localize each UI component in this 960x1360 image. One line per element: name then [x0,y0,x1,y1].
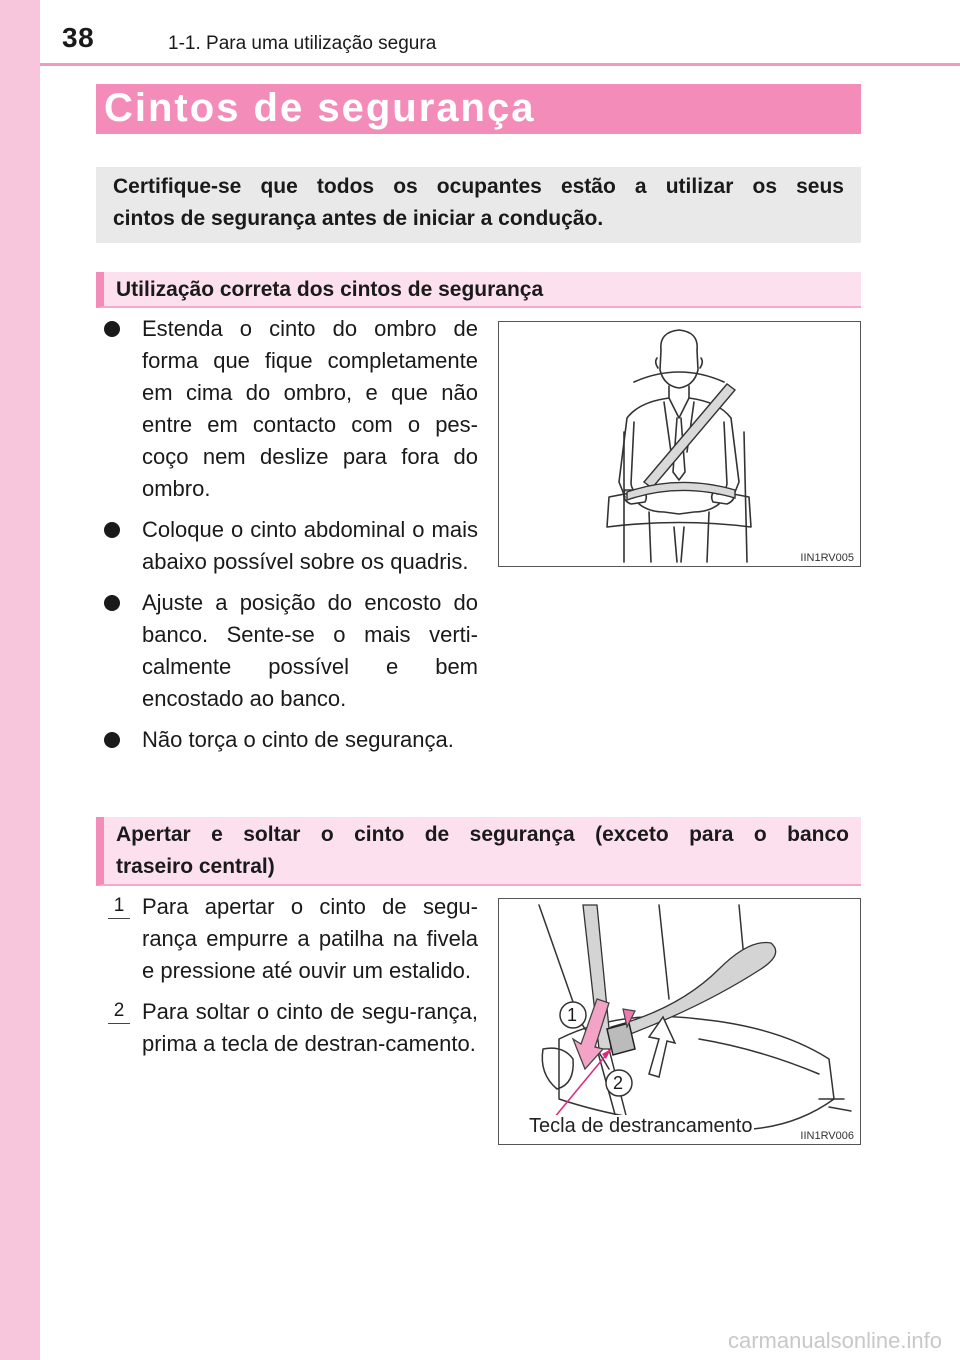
section-heading-line-2: traseiro central) [116,855,275,878]
intro-line-1: Certifique-se que todos os ocupantes estão a utilizar os seus [113,175,844,198]
page-number: 38 [62,22,95,53]
intro-line-2: cintos de segurança antes de iniciar a condução. [113,207,604,230]
bullet-icon [104,522,120,538]
bullet-text: Coloque o cinto abdominal o mais abaixo possível sobre os quadris. [142,517,478,574]
bullet-icon [104,732,120,748]
section-heading-line-1: Apertar e soltar o cinto de segurança (exceto para o banco [116,823,849,846]
list-item [104,891,478,987]
step-text: Para soltar o cinto de segu-rança, prima a tecla de destran-camento. [142,999,478,1056]
buckle-illustration [498,898,861,1145]
bullet-text: Ajuste a posição do encosto do banco. Sente-se o mais verti-calmente possível e bem encostado ao banco. [142,590,478,711]
occupant-drawing [499,322,859,565]
page-title: Cintos de segurança [104,86,536,130]
callout-number-1: 1 [567,1005,578,1025]
list-item [104,313,478,505]
buckle-drawing [499,899,859,1143]
list-item [104,996,478,1060]
intro-box [96,167,861,243]
callout-number-2: 2 [613,1073,624,1093]
release-button-label: Tecla de destrancamento [529,1115,753,1137]
bullet-icon [104,321,120,337]
section-heading-fasten-release [96,817,861,886]
seated-occupant-illustration [498,321,861,567]
bullet-icon [104,595,120,611]
step-text: Para apertar o cinto de segu-rança empurre a patilha na fivela e pressione até ouvir um estalido. [142,894,478,983]
figure-code: IIN1RV006 [800,1130,854,1142]
list-item [104,587,478,715]
figure-code: IIN1RV005 [800,552,854,564]
list-item [104,724,478,756]
running-head: 1-1. Para uma utilização segura [168,33,437,54]
bullet-text: Estenda o cinto do ombro de forma que fique completamente em cima do ombro, e que não entre em contacto com o pes-coço nem deslize para fora do ombro. [142,316,478,501]
bullet-text: Não torça o cinto de segurança. [142,727,454,752]
list-item [104,514,478,578]
header-divider [40,63,960,66]
page-title-bar [96,84,861,134]
section-heading-correct-use: Utilização correta dos cintos de segurança [96,272,861,308]
step-number: 1 [109,895,129,917]
step-number: 2 [109,1000,129,1022]
side-band [0,0,40,1360]
watermark: carmanualsonline.info [727,1328,942,1353]
step-list [104,891,478,1069]
bullet-list [104,313,478,765]
